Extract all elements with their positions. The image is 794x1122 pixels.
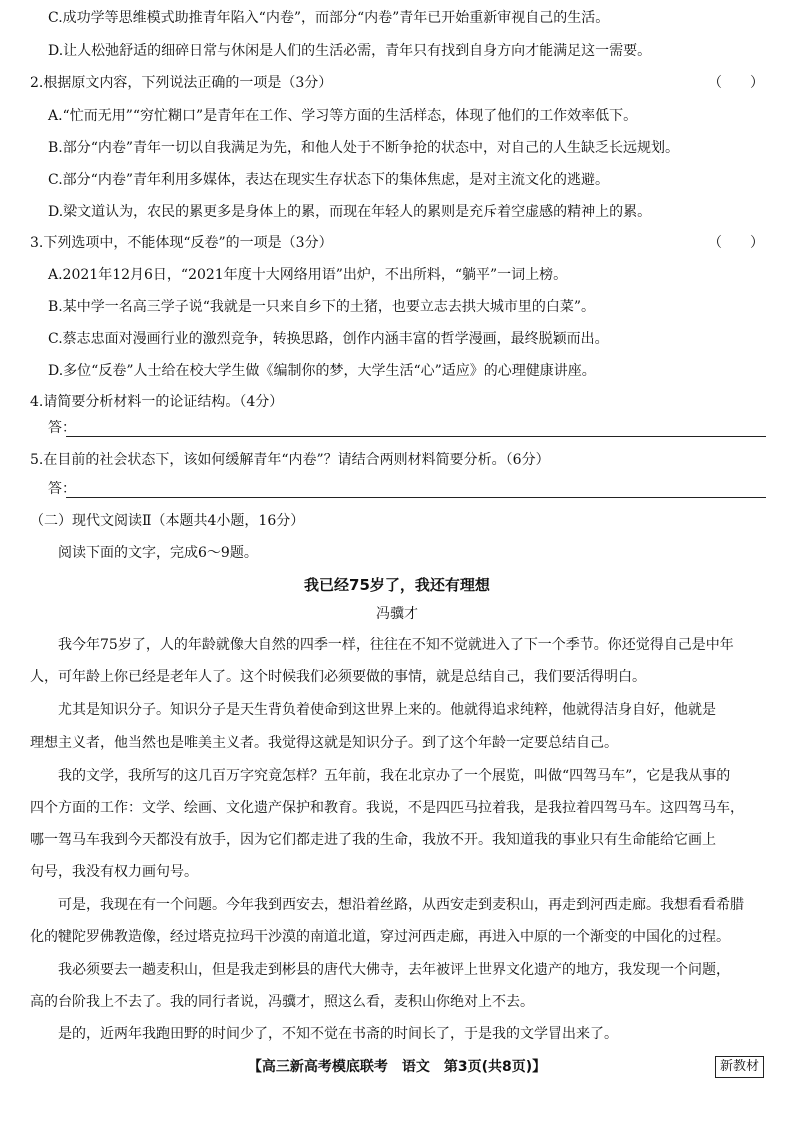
question-2-option-c: C.部分“内卷”青年利用多媒体，表达在现实生存状态下的集体焦虑，是对主流文化的逃避。 [48,172,609,188]
question-3-option-d: D.多位“反卷”人士给在校大学生做《编制你的梦，大学生活“心”适应》的心理健康讲座。 [48,363,596,379]
question-2-option-a: A.“忙而无用”“穷忙糊口”是青年在工作、学习等方面的生活样态，体现了他们的工作效率低下。 [48,108,638,124]
footer-exam-info: 【高三新高考模底联考 语文 第3页(共8页)】 [247,1059,547,1075]
question-3-option-b: B.某中学一名高三学子说“我就是一只来自乡下的土猪，也要立志去拱大城市里的白菜”。 [48,299,596,315]
question-3-stem: 3.下列选项中，不能体现“反卷”的一项是（3分） [30,235,333,251]
article-title: 我已经75岁了，我还有理想 [304,576,490,594]
question-3-answer-paren[interactable]: （ ） [708,235,764,251]
article-line: 我的文学，我所写的这几百万字究竟怎样？五年前，我在北京办了一个展览，叫做“四驾马车”，它是我从事的 [58,768,731,784]
article-line: 尤其是知识分子。知识分子是天生背负着使命到这世界上来的。他就得追求纯粹，他就得洁身自好，他就是 [58,702,716,718]
question-2-stem: 2.根据原文内容，下列说法正确的一项是（3分） [30,75,333,91]
article-line: 我今年75岁了，人的年龄就像大自然的四季一样，往往在不知不觉就进入了下一个季节。你还觉得自己是中年 [58,637,734,653]
answer-label: 答： [48,420,76,436]
answer-label: 答： [48,481,76,497]
article-line: 是的，近两年我跑田野的时间少了，不知不觉在书斋的时间长了，于是我的文学冒出来了。 [58,1026,618,1042]
article-line: 哪一驾马车我到今天都没有放手，因为它们都走进了我的生命，我放不开。我知道我的事业只有生命能给它画上 [30,832,716,848]
answer-line [66,436,766,437]
question-4-answer-field[interactable] [48,418,766,440]
question-4-stem: 4.请简要分析材料一的论证结构。（4分） [30,394,284,410]
question-5-stem: 5.在目前的社会状态下，该如何缓解青年“内卷”？请结合两则材料简要分析。（6分） [30,452,550,468]
article-author: 冯骥才 [376,606,418,622]
prev-option-c: C.成功学等思维模式助推青年陷入“内卷”，而部分“内卷”青年已开始重新审视自己的生活。 [48,10,610,26]
article-line: 可是，我现在有一个问题。今年我到西安去，想沿着丝路，从西安走到麦积山，再走到河西走廊。我想看看希腊 [58,897,744,913]
article-line: 句号，我没有权力画句号。 [30,864,198,880]
section-instruction: 阅读下面的文字，完成6～9题。 [58,545,258,561]
article-line: 高的台阶我上不去了。我的同行者说，冯骥才，照这么看，麦积山你绝对上不去。 [30,994,534,1010]
article-line: 化的犍陀罗佛教造像，经过塔克拉玛干沙漠的南道北道，穿过河西走廊，再进入中原的一个渐变的中国化的过程。 [30,929,730,945]
article-line: 我必须要去一趟麦积山，但是我走到彬县的唐代大佛寺，去年被评上世界文化遗产的地方，我发现一个问题， [58,962,730,978]
question-2-option-d: D.梁文道认为，农民的累更多是身体上的累，而现在年轻人的累则是充斥着空虚感的精神上的累。 [48,204,652,220]
new-textbook-badge: 新教材 [715,1056,764,1078]
prev-option-d: D.让人松弛舒适的细碎日常与休闲是人们的生活必需，青年只有找到自身方向才能满足这一需要。 [48,43,652,59]
question-5-answer-field[interactable] [48,479,766,501]
answer-line [66,497,766,498]
article-line: 四个方面的工作：文学、绘画、文化遗产保护和教育。我说，不是四匹马拉着我，是我拉着四驾马车。这四驾马车， [30,800,744,816]
question-2-option-b: B.部分“内卷”青年一切以自我满足为先，和他人处于不断争抢的状态中，对自己的人生缺乏长远规划。 [48,140,680,156]
article-line: 理想主义者，他当然也是唯美主义者。我觉得这就是知识分子。到了这个年龄一定要总结自己。 [30,735,618,751]
question-3-option-c: C.蔡志忠面对漫画行业的激烈竞争，转换思路，创作内涵丰富的哲学漫画，最终脱颖而出。 [48,331,609,347]
section-heading: （二）现代文阅读Ⅱ（本题共4小题，16分） [30,513,305,529]
article-line: 人，可年龄上你已经是老年人了。这个时候我们必须要做的事情，就是总结自己，我们要活得明白。 [30,669,646,685]
question-2-answer-paren[interactable]: （ ） [708,75,764,91]
page-footer [0,1056,794,1080]
question-3-option-a: A.2021年12月6日，“2021年度十大网络用语”出炉，不出所料，“躺平”一词上榜。 [48,267,568,283]
